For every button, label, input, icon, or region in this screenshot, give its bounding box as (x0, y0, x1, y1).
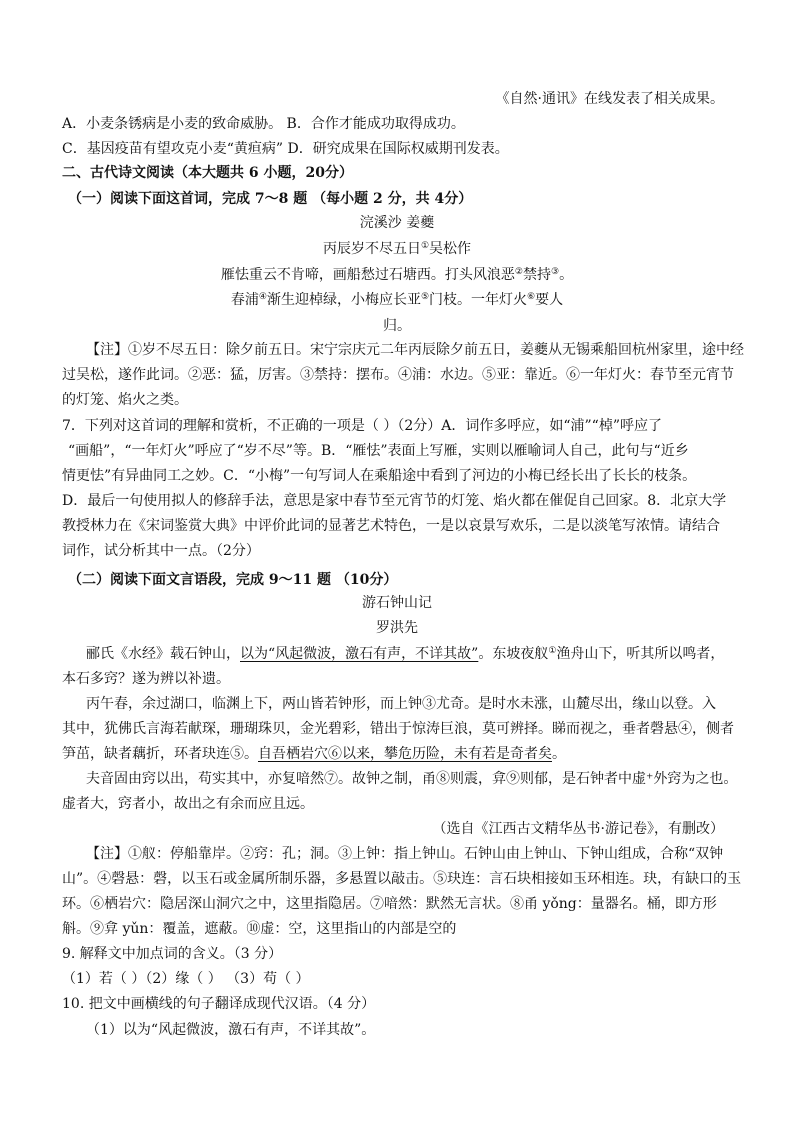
text-line-l25: 丙午春，余过湖口，临渊上下，两山皆若钟形，而上钟③尤奇。是时水未涨，山麓尽出，缘山以登。入 (86, 696, 716, 712)
text-line-l16: 情更怯”有异曲同工之妙。C．“小梅”一句写词人在乘船途中看到了河边的小梅已经长出了长长的枝条。 (62, 468, 697, 484)
text-line-l02: A．小麦条锈病是小麦的致命威胁。 B．合作才能成功取得成功。 (62, 116, 465, 132)
text-line-l28: 夫音固由窍以出，苟实其中，亦复喑然⑦。故钟之制，甬⑧则震，弇⑨则郁，是石钟者中虚⁺外窍为之也。 (86, 771, 738, 787)
text-line-l07: 丙辰岁不尽五日①吴松作 (322, 241, 472, 257)
text-line-l35: 9. 解释文中加点词的含义。（3 分） (62, 946, 283, 962)
text-line-l11: 【注】①岁不尽五日：除夕前五日。宋宁宗庆元二年丙辰除夕前五日，姜夔从无锡乘船回杭州家里，途中经 (86, 342, 744, 358)
text-line-l37: 10. 把文中画横线的句子翻译成现代汉语。（4 分） (62, 996, 376, 1012)
text-line-l26: 其中，犹佛氏言海若献琛，珊瑚珠贝，金光碧彩，错出于惊涛巨浪，莫可辨择。睇而视之，垂者磬悬④，侧者 (62, 721, 734, 737)
text-line-l36: （1）若（ ）（2）缘（ ） （3）苟（ ） (62, 971, 310, 987)
text-line-l32: 山”。④磬悬：磬，以玉石或金属所制乐器，多悬置以敲击。⑤玦连：言石块相接如玉环相连。玦，有缺口的玉 (62, 871, 742, 887)
text-line-l24: 本石多窍？遂为辨以补遗。 (62, 671, 230, 687)
text-line-l18: 教授林力在《宋词鉴赏大典》中评价此词的显著艺术特色，一是以哀景写欢乐，二是以淡笔写浓情。请结合 (62, 518, 720, 534)
text-line-l15: “画船”，“一年灯火”呼应了“岁不尽”等。B．“雁怯”表面上写雁，实则以雁喻词人自己，此句与“近乡 (68, 443, 689, 459)
text-line-l33: 环。⑥栖岩穴：隐居深山洞穴之中，这里指隐居。⑦喑然：默然无言状。⑧甬 yǒng：量器名。桶，即方形 (62, 896, 717, 912)
text-line-l30: （选自《江西古文精华丛书·游记卷》，有删改） (432, 821, 724, 837)
text-line-l03: C．基因疫苗有望攻克小麦“黄疸病” D．研究成果在国际权威期刊发表。 (62, 141, 509, 157)
text-line-l05: （一）阅读下面这首词，完成 7～8 题 （每小题 2 分，共 4分） (68, 191, 473, 207)
text-line-l19: 词作，试分析其中一点。（2分） (62, 543, 260, 559)
text-line-l20: （二）阅读下面文言语段，完成 9～11 题 （10分） (68, 572, 398, 588)
text-line-l21: 游石钟山记 (362, 595, 432, 611)
text-line-l27: 笋茁，缺者藕折，环者玦连⑤。自吾栖岩穴⑥以来，攀危历险，未有若是奇者矣。 (62, 746, 566, 762)
text-line-l01: 《自然·通讯》在线发表了相关成果。 (495, 91, 724, 107)
text-line-l13: 的灯笼、焰火之类。 (62, 392, 188, 408)
text-line-l04: 二、古代诗文阅读（本大题共 6 小题，20分） (62, 165, 353, 181)
text-line-l12: 过吴松，遂作此词。②恶：猛，厉害。③禁持：摆布。④浦：水边。⑤亚：靠近。⑥一年灯火：春节至元宵节 (62, 367, 734, 383)
text-line-l29: 虚者大，窍者小，故出之有余而应且远。 (62, 796, 314, 812)
text-line-l09: 春浦④渐生迎棹绿，小梅应长亚⑤门枝。一年灯火⑥要人 (230, 292, 564, 308)
text-line-l08: 雁怯重云不肯啼，画船愁过石塘西。打头风浪恶②禁持③。 (220, 267, 574, 283)
text-line-l10: 归。 (383, 318, 411, 334)
text-line-l17: D．最后一句使用拟人的修辞手法，意思是家中春节至元宵节的灯笼、焰火都在催促自己回家。8．北京大学 (62, 493, 727, 509)
text-line-l31: 【注】①舣：停船靠岸。②窍：孔；洞。③上钟：指上钟山。石钟山由上钟山、下钟山组成，合称“双钟 (86, 846, 724, 862)
text-line-l22: 罗洪先 (376, 620, 418, 636)
text-line-l06: 浣溪沙 姜夔 (359, 215, 435, 231)
text-line-l38: （1）以为“风起微波，激石有声，不详其故”。 (86, 1022, 376, 1038)
text-line-l34: 斛。⑨弇 yǔn：覆盖，遮蔽。⑩虚：空，这里指山的内部是空的 (62, 921, 457, 937)
text-line-l23: 郦氏《水经》载石钟山，以为“风起微波，激石有声，不详其故”。东坡夜舣①渔舟山下，听其所以鸣者， (86, 646, 725, 662)
text-line-l14: 7．下列对这首词的理解和赏析，不正确的一项是（ ）（2分）A．词作多呼应，如“浦”“棹”呼应了 (62, 418, 663, 434)
